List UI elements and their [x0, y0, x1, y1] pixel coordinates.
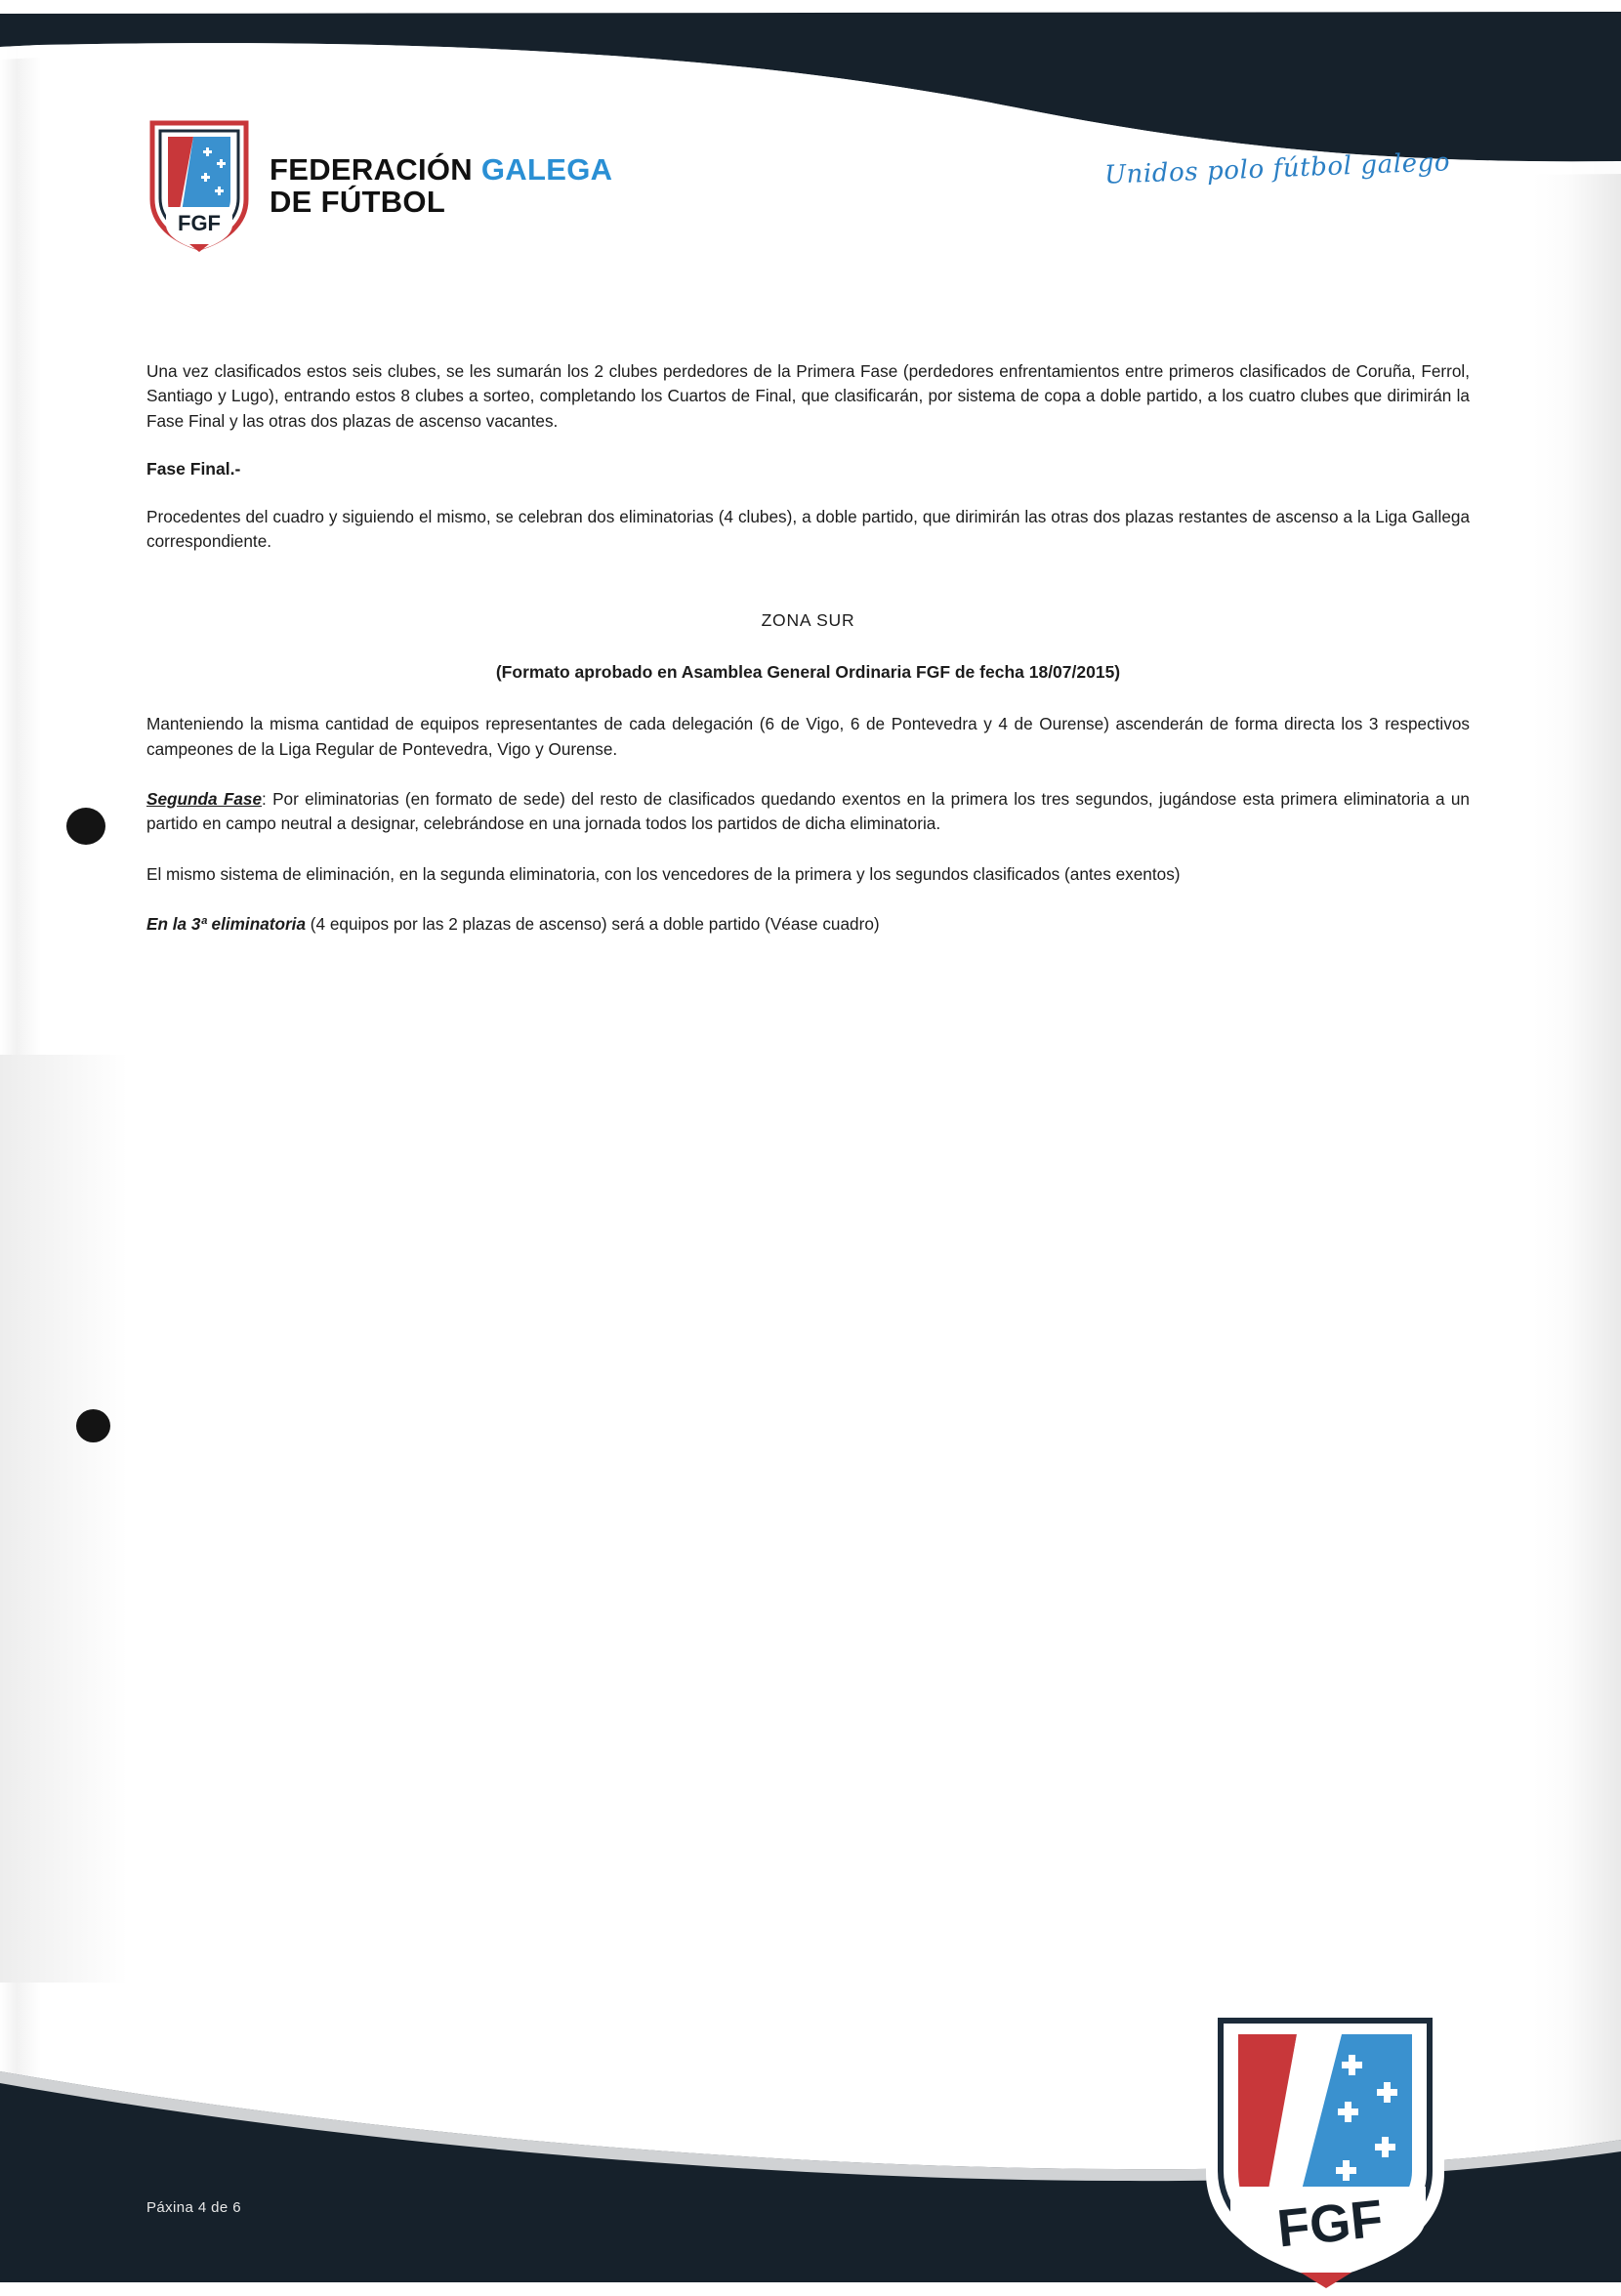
fgf-crest-footer-icon — [1195, 1995, 1457, 2288]
fgf-crest-icon — [146, 115, 252, 252]
punch-hole-top — [66, 808, 105, 845]
federation-logo — [146, 115, 612, 252]
label-tercera-eliminatoria: En la 3ª eliminatoria — [146, 913, 307, 934]
federation-name — [270, 153, 612, 219]
federation-name-line2: DE FÚTBOL — [270, 185, 446, 219]
paragraph-segunda-fase — [146, 787, 1470, 837]
paragraph-segunda-eliminatoria: El mismo sistema de eliminación, en la segunda eliminatoria, con los vencedores de la primera y los segundos clasificados (antes exentos) — [146, 863, 1181, 884]
paragraph-primera-fase: Una vez clasificados estos seis clubes, se les sumarán los 2 clubes perdedores de la Primera Fase (perdedores enfrentamientos entre primeros clasificados de Coruña, Ferrol, Santiago y Lugo), entrando estos 8 clubes a sorteo, completando los Cuartos de Final, que clasificarán, por sistema de copa a doble partido, a los cuatro clubes que dirimirán la Fase Final y las otras dos plazas de ascenso vacantes. — [146, 361, 1470, 431]
scan-shading-left — [0, 0, 41, 2296]
paragraph-equipos-representantes: Manteniendo la misma cantidad de equipos representantes de cada delegación (6 de Vigo, 6 de Pontevedra y 4 de Ourense) ascenderán de forma directa los 3 respectivos campeones de la Liga Regular de Pontevedra, Vigo y Ourense. — [146, 714, 1470, 759]
heading-fase-final: Fase Final.- — [146, 458, 241, 479]
scan-shading-bottom-left — [0, 1055, 127, 1983]
federation-word-federacion: FEDERACIÓN — [270, 151, 481, 187]
scan-shading-right — [1533, 0, 1621, 2296]
heading-zona-sur: ZONA SUR — [761, 610, 855, 631]
label-segunda-fase: Segunda Fase — [146, 788, 263, 809]
paragraph-segunda-fase-text: : Por eliminatorias (en formato de sede) del resto de clasificados quedando exentos en la primera los tres segundos, jugándose esta primera eliminatoria a un partido en campo neutral a designar, celebrándose en una jornada todos los partidos de dicha eliminatoria. — [146, 788, 1470, 834]
punch-hole-bottom — [76, 1409, 110, 1442]
subheading-formato-aprobado: (Formato aprobado en Asamblea General Ordinaria FGF de fecha 18/07/2015) — [495, 662, 1121, 683]
slogan-text: Unidos polo fútbol galego — [1103, 147, 1451, 190]
svg-text:FGF: FGF — [1274, 2189, 1386, 2259]
paragraph-fase-final: Procedentes del cuadro y siguiendo el mismo, se celebran dos eliminatorias (4 clubes), a doble partido, que dirimirán las otras dos plazas restantes de ascenso a la Liga Gallega correspondiente. — [146, 506, 1470, 552]
page-number: Páxina 4 de 6 — [146, 2199, 241, 2216]
paragraph-tercera-eliminatoria — [146, 912, 1470, 937]
document-body — [146, 359, 1470, 962]
federation-word-galega: GALEGA — [480, 151, 613, 187]
svg-text:FGF: FGF — [178, 211, 221, 235]
federation-name-line1 — [270, 153, 612, 186]
paragraph-tercera-eliminatoria-text: (4 equipos por las 2 plazas de ascenso) será a doble partido (Véase cuadro) — [306, 913, 880, 934]
